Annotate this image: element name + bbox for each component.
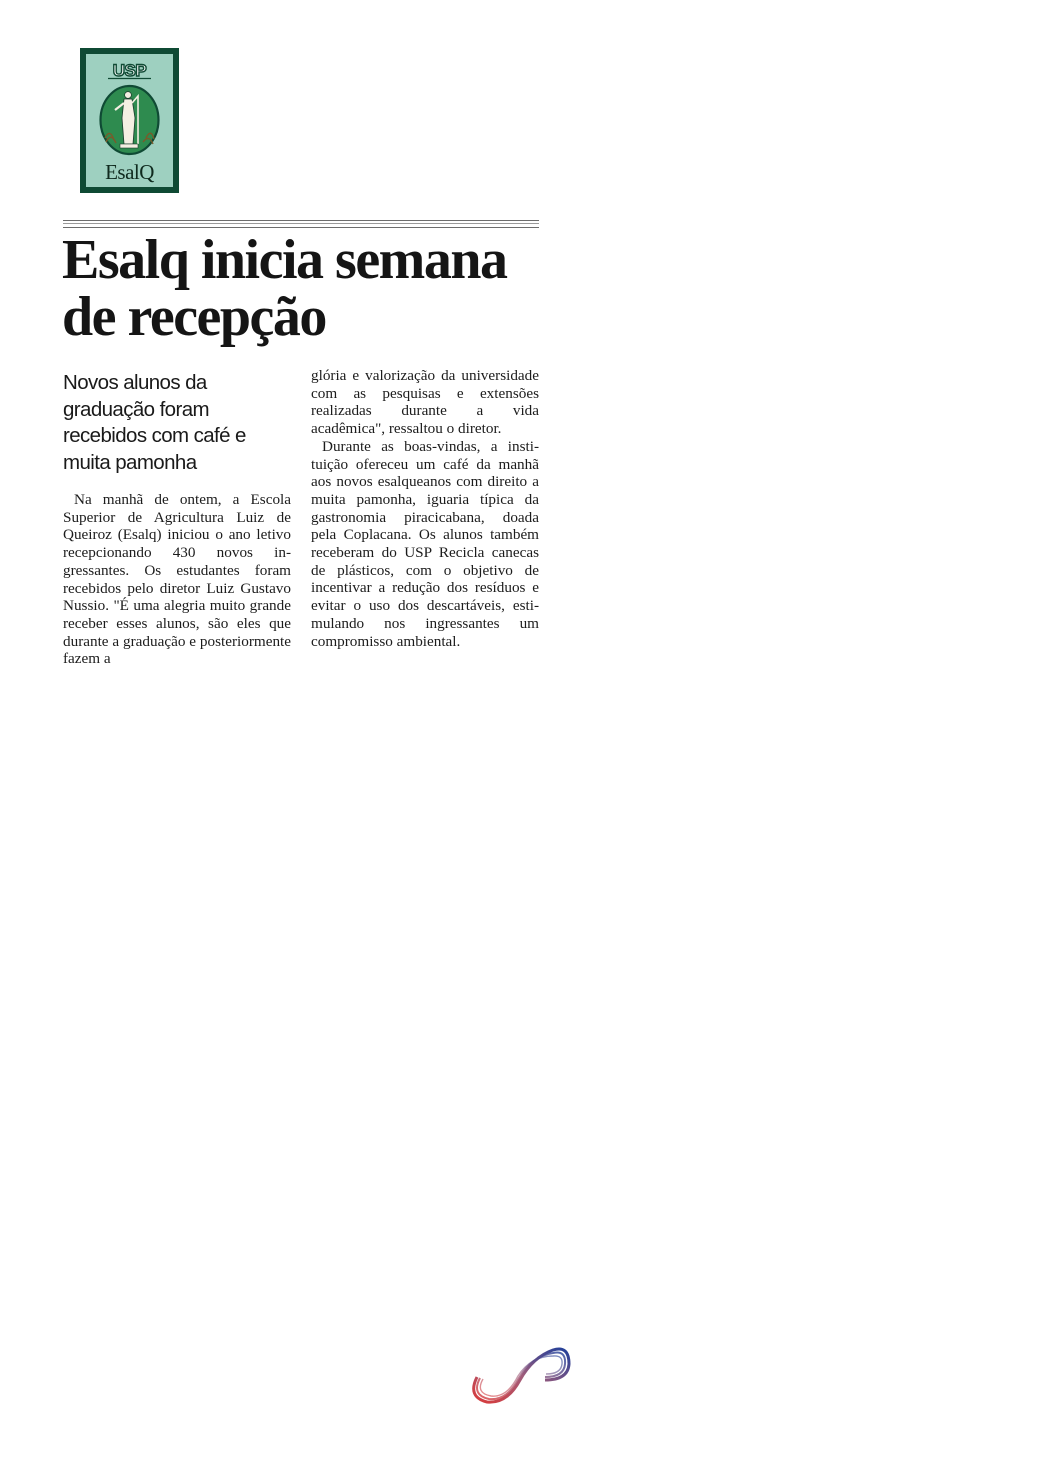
- article-column-left: [63, 491, 291, 668]
- article-column-right: [311, 367, 539, 650]
- article-paragraph-1: Na manhã de ontem, a Escola Superior de Agricultura Luiz de Queiroz (Esalq) iniciou o ano letivo recepcionando 430 novos ingressantes. Os estudantes foram recebidos pelo diretor Luiz Gustavo Nussio. "É uma alegria muito grande receber esses alunos, são eles que durante a graduação e posteriormente fazem a: [63, 491, 291, 668]
- article-deck: Novos alunos da graduação foram recebidos com café e muita pamonha: [63, 371, 246, 474]
- clipping-service-swoosh-icon: [465, 1342, 575, 1407]
- logo-esalq-text: EsalQ: [105, 160, 154, 184]
- article-paragraph-2: Durante as boas-vindas, a instituição ofereceu um café da manhã aos novos esalqueanos com direito a muita pamonha, iguaria típica da gastronomia piracicabana, doada pela Coplacana. Os alunos também receberam do USP Recicla canecas de plásticos, com o objetivo de incentivar a redução dos resíduos e evitar o uso dos descartáveis, estimulando nos ingressantes um compromisso ambiental.: [311, 437, 539, 650]
- article-headline: Esalq inicia semana de recepção: [62, 229, 507, 348]
- logo-emblem-icon: [80, 48, 179, 193]
- headline-rule: [63, 220, 539, 228]
- logo-usp-text: USP: [112, 61, 147, 80]
- article-paragraph-1-continued: glória e valorização da universidade com as pesquisas e extensões realizadas durante a vida acadêmica", ressaltou o diretor.: [311, 367, 539, 438]
- esalq-logo: [80, 48, 179, 193]
